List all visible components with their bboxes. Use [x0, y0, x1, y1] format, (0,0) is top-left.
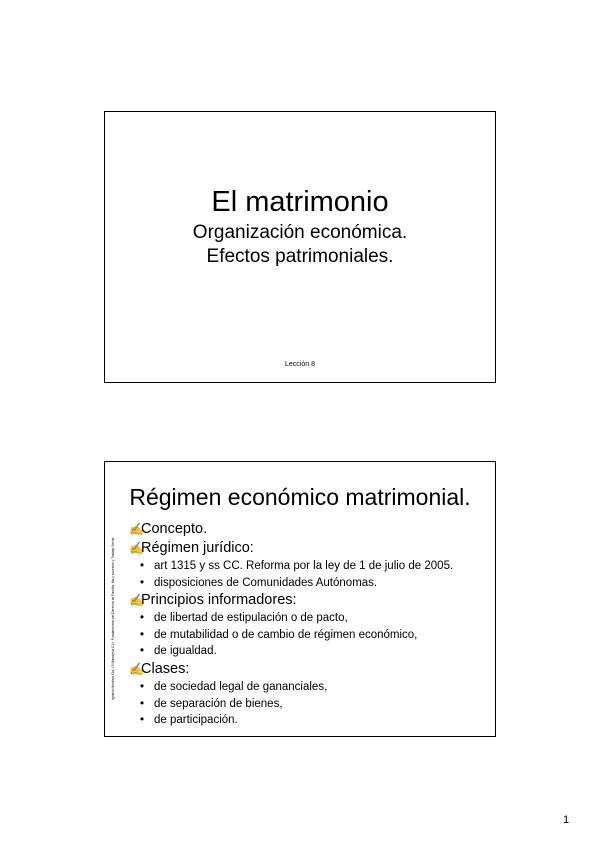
writing-hand-icon: ✍ — [129, 522, 144, 536]
bullet-icon: • — [140, 576, 145, 589]
bullet-icon: • — [140, 628, 145, 641]
list-item-text: de libertad de estipulación o de pacto, — [154, 612, 348, 625]
writing-hand-icon: ✍ — [129, 661, 144, 676]
list-item-level-1 — [129, 591, 485, 610]
list-item-text: art 1315 y ss CC. Reforma por la ley de 1 de julio de 2005. — [154, 560, 454, 572]
slide-1 — [104, 111, 496, 383]
list-item-text: de mutabilidad o de cambio de régimen económico, — [154, 628, 418, 641]
bullet-icon: • — [140, 612, 145, 625]
writing-hand-icon: ✍ — [129, 541, 144, 555]
list-item-level-2 — [129, 627, 485, 644]
slide-2 — [104, 461, 496, 737]
list-item-level-1 — [129, 539, 485, 558]
bullet-icon: • — [140, 680, 145, 693]
slide-1-subtitle-line-2: Efectos patrimoniales. — [206, 246, 394, 267]
page-number: 1 — [563, 814, 570, 826]
bullet-icon: • — [140, 560, 145, 572]
list-item-text: de igualdad. — [154, 645, 217, 658]
slide-2-title: Régimen económico matrimonial. — [129, 484, 471, 510]
list-item-level-2 — [129, 558, 485, 575]
list-item-text: disposiciones de Comunidades Autónomas. — [154, 576, 378, 589]
list-item-level-2 — [129, 679, 485, 696]
list-item-label: Régimen jurídico: — [141, 540, 254, 556]
slide-1-title: El matrimonio — [211, 186, 389, 218]
slide-2-bullet-list — [129, 520, 485, 729]
bullet-icon: • — [140, 714, 145, 727]
list-item-level-1 — [129, 660, 485, 679]
writing-hand-icon: ✍ — [129, 593, 144, 608]
list-item-level-1 — [129, 520, 485, 539]
list-item-level-2 — [129, 643, 485, 660]
list-item-level-2 — [129, 696, 485, 713]
list-item-text: de sociedad legal de gananciales, — [154, 680, 328, 693]
list-item-level-2 — [129, 575, 485, 592]
list-item-level-2 — [129, 610, 485, 627]
slide-1-subtitle-line-1: Organización económica. — [192, 222, 408, 243]
bullet-icon: • — [140, 697, 145, 710]
list-item-label: Principios informadores: — [141, 592, 297, 609]
slide-1-footer: Lección 8 — [285, 361, 315, 368]
list-item-label: Concepto. — [141, 521, 208, 537]
bullet-icon: • — [140, 645, 145, 658]
list-item-text: de participación. — [154, 714, 238, 727]
slide-2-side-note: Ignacio Moralejo Cia, 15 Marzo/n/a C.f.t. Fundamentos del Derecho de Familia, Ma y sucesión y Trabajo Social — [111, 537, 115, 700]
list-item-label: Clases: — [141, 660, 190, 677]
list-item-level-2 — [129, 712, 485, 729]
list-item-text: de separación de bienes, — [154, 697, 283, 710]
